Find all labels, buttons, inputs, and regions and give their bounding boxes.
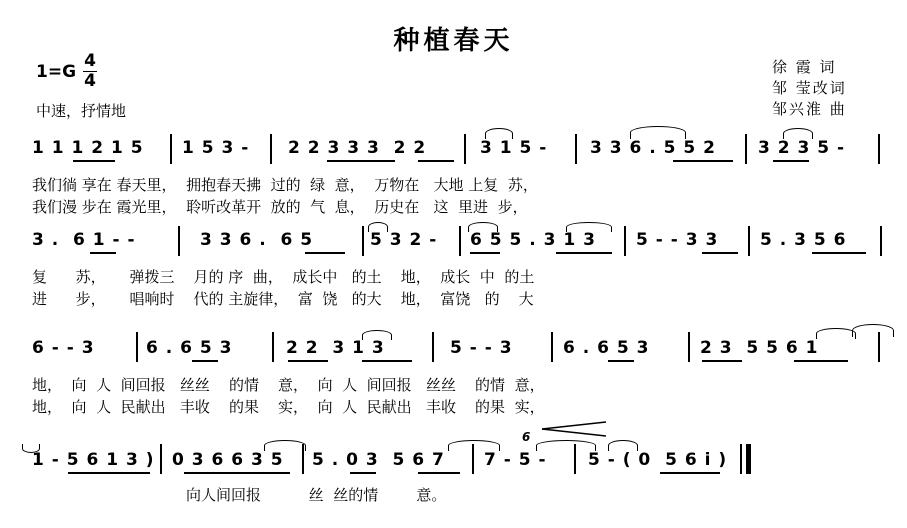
slur-arc — [362, 330, 392, 340]
measure-notes: 5 - - 3 3 — [636, 230, 719, 250]
beam-underline — [773, 160, 809, 162]
measure-notes: 6 - - 3 — [32, 338, 95, 358]
lyric-adapter-credit: 邹 莹改词 — [772, 79, 847, 97]
slur-arc — [536, 440, 596, 451]
slur-arc — [368, 222, 388, 232]
tempo-marking: 中速，抒情地 — [36, 102, 127, 120]
beam-underline — [90, 252, 116, 254]
beam-underline — [418, 160, 454, 162]
slur-arc — [630, 126, 686, 139]
beam-underline — [556, 252, 612, 254]
measure-notes: 2 3 5 5 6 1 — [700, 338, 819, 358]
measure-notes: 5 . 3 5 6 — [760, 230, 847, 250]
decrescendo-hairpin — [540, 420, 610, 438]
barline — [624, 226, 626, 256]
beam-underline — [184, 472, 290, 474]
lyric-line-2: 地， 向 人 民献出 丰收 的果 实， 向 人 民献出 丰收 的果 实， — [32, 398, 545, 416]
meter-top: 4 — [84, 51, 96, 71]
measure-notes: 0 3 6 6 3 5 — [172, 450, 284, 470]
barline — [459, 226, 461, 256]
measure-notes: 3 1 5 - — [480, 138, 548, 158]
measure-notes: 7 - 5 - — [484, 450, 547, 470]
beam-underline — [608, 360, 634, 362]
barline — [170, 134, 172, 164]
measure-notes: 2 2 3 3 3 2 2 — [288, 138, 427, 158]
slur-arc — [485, 128, 513, 139]
lyricist-credit: 徐 霞 词 — [772, 58, 837, 76]
beam-underline — [470, 252, 500, 254]
measure-notes: 1 1 1 2 1 5 — [32, 138, 144, 158]
beam-underline — [660, 472, 720, 474]
measure-notes: 1 5 3 - — [182, 138, 250, 158]
slur-arc — [566, 222, 612, 232]
beam-underline — [288, 360, 328, 362]
beam-underline — [73, 160, 115, 162]
measure-notes: 1 - 5 6 1 3 ) — [32, 450, 155, 470]
measure-notes: 3 3 6 . 5 5 2 — [590, 138, 716, 158]
meter-bottom: 4 — [84, 71, 96, 91]
barline — [745, 134, 747, 164]
final-barline — [746, 444, 751, 474]
time-signature — [82, 52, 98, 91]
beam-underline — [673, 160, 733, 162]
measure-notes: 6 . 6 5 3 — [146, 338, 233, 358]
beam-underline — [305, 252, 345, 254]
beam-underline — [362, 360, 412, 362]
beam-underline — [812, 252, 866, 254]
measure-notes: 3 3 6 . 6 5 — [200, 230, 314, 250]
measure-notes: 5 - - 3 — [450, 338, 513, 358]
slur-arc — [783, 128, 813, 139]
barline — [575, 134, 577, 164]
barline — [136, 332, 138, 362]
beam-underline — [794, 360, 848, 362]
triplet-marker: 6 — [522, 430, 531, 444]
measure-notes: 2 2 3 1 3 — [286, 338, 385, 358]
beam-underline — [418, 472, 460, 474]
measure-notes: 5 3 2 - — [370, 230, 438, 250]
tie-arc — [22, 444, 40, 453]
beam-underline — [350, 472, 376, 474]
measure-notes: 5 . 0 3 5 6 7 — [312, 450, 445, 470]
barline — [362, 226, 364, 256]
barline — [270, 134, 272, 164]
beam-underline — [68, 472, 150, 474]
lyric-line-1: 我们徜 享在 春天里， 拥抱春天拂 过的 绿 意， 万物在 大地 上复 苏， — [32, 176, 538, 194]
key-signature: 1=G — [36, 62, 77, 82]
barline — [880, 226, 882, 256]
slur-arc — [852, 324, 894, 337]
measure-notes: 5 - ( 0 5 6 i ) — [588, 450, 728, 470]
slur-arc — [264, 440, 306, 451]
barline — [551, 332, 553, 362]
barline — [748, 226, 750, 256]
barline — [178, 226, 180, 256]
beam-underline — [702, 360, 742, 362]
slur-arc — [816, 328, 856, 339]
lyric-line-1: 复 苏， 弹拨三 月的 序 曲， 成长中 的土 地， 成长 中 的土 — [32, 268, 535, 286]
slur-arc — [468, 222, 498, 232]
measure-notes: 3 2 3 5 - — [758, 138, 846, 158]
composer-credit: 邹兴淮 曲 — [772, 100, 847, 118]
beam-underline — [327, 160, 395, 162]
barline — [432, 332, 434, 362]
beam-underline — [702, 252, 738, 254]
measure-notes: 3 . 6 1 - - — [32, 230, 136, 250]
barline — [740, 444, 742, 474]
barline — [160, 444, 162, 474]
lyric-line-1: 向人间回报 丝 丝的情 意。 — [186, 486, 447, 504]
lyric-line-2: 进 步， 唱响时 代的 主旋律， 富 饶 的大 地， 富饶 的 大 — [32, 290, 534, 308]
barline — [878, 134, 880, 164]
measure-notes: 6 . 6 5 3 — [563, 338, 650, 358]
barline — [272, 332, 274, 362]
measure-notes: 6 5 5 . 3 1 3 — [470, 230, 596, 250]
barline — [688, 332, 690, 362]
song-title: 种植春天 — [393, 26, 514, 56]
slur-arc — [608, 440, 638, 451]
barline — [464, 134, 466, 164]
beam-underline — [192, 360, 218, 362]
slur-arc — [448, 440, 500, 451]
lyric-line-2: 我们漫 步在 霞光里， 聆听改革开 放的 气 息， 历史在 这 里进 步， — [32, 198, 528, 216]
lyric-line-1: 地， 向 人 间回报 丝丝 的情 意， 向 人 间回报 丝丝 的情 意， — [32, 376, 545, 394]
